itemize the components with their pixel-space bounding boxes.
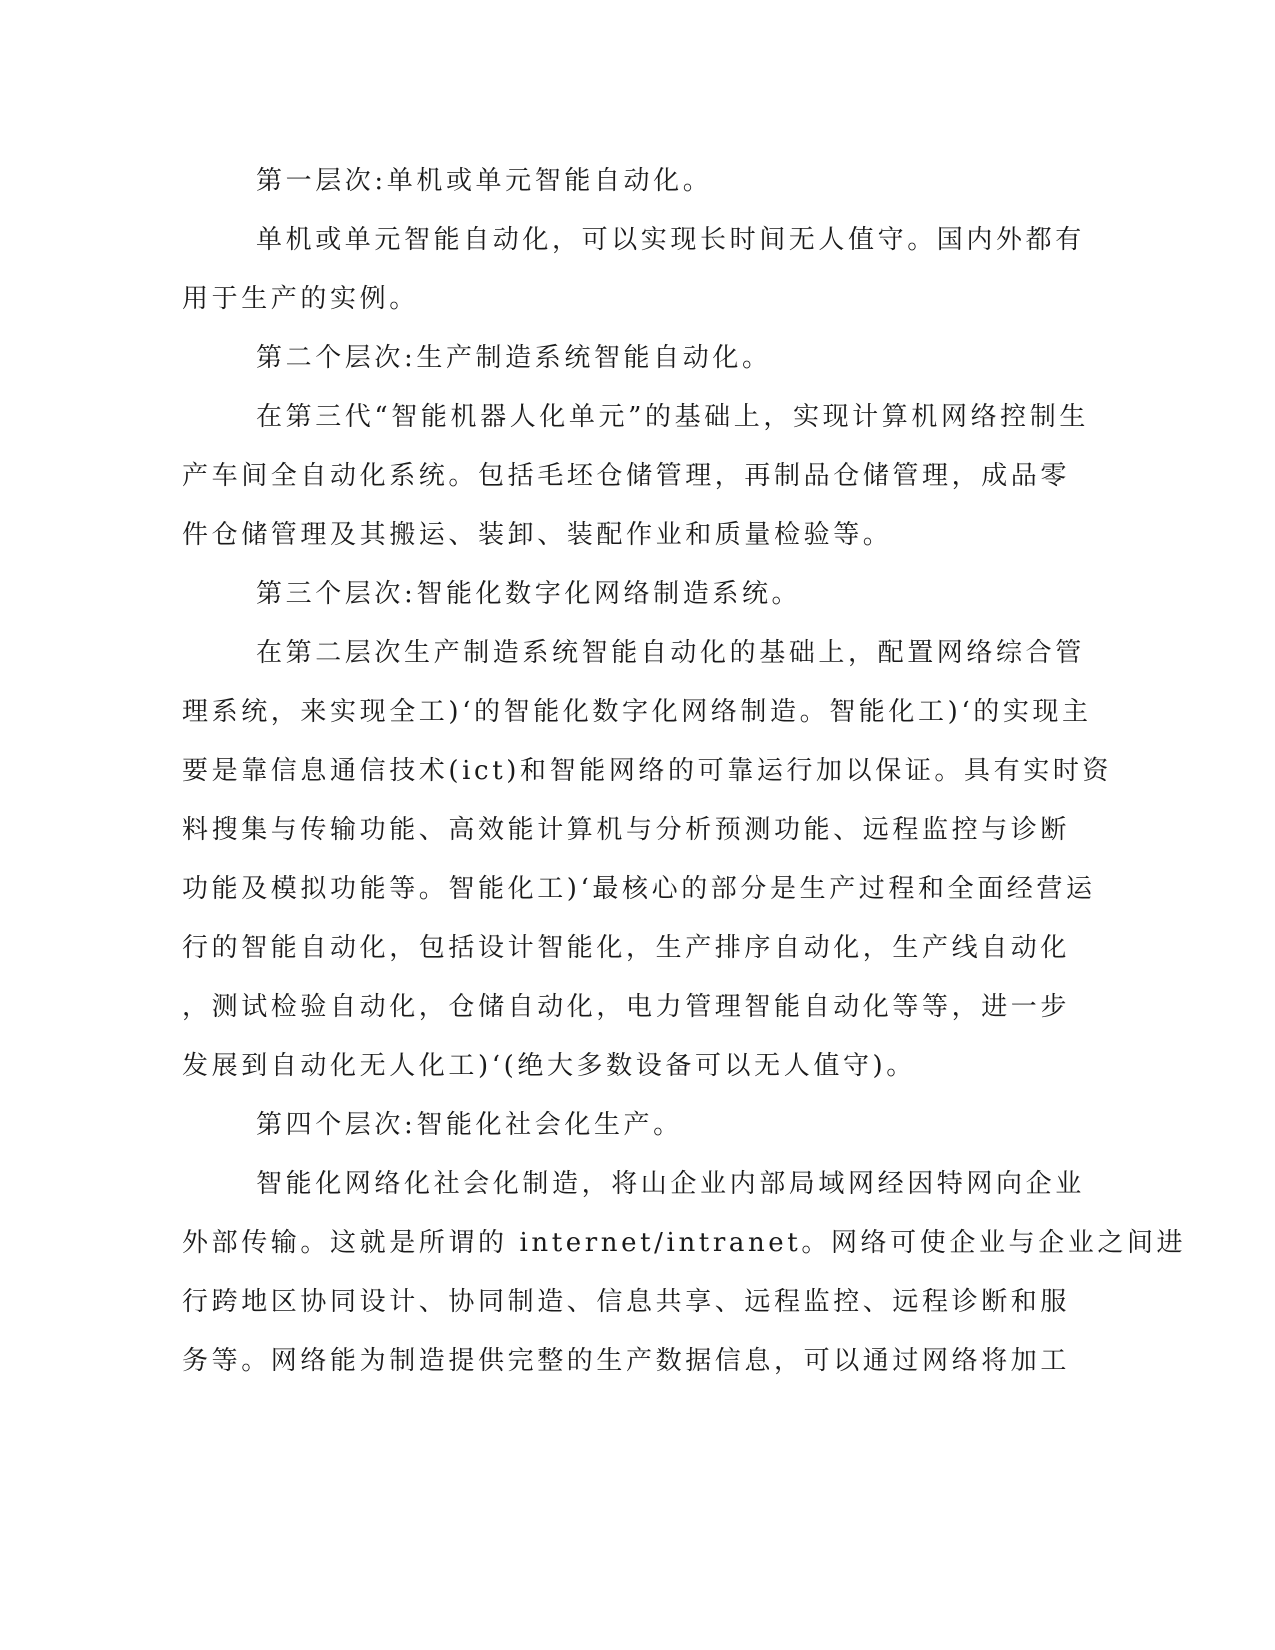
paragraph-line: 务等。网络能为制造提供完整的生产数据信息，可以通过网络将加工 [182,1346,1071,1376]
paragraph-line: 行的智能自动化，包括设计智能化，生产排序自动化，生产线自动化 [182,933,1071,963]
paragraph-line: 件仓储管理及其搬运、装卸、装配作业和质量检验等。 [182,520,893,550]
heading-level-4: 第四个层次:智能化社会化生产。 [256,1110,683,1140]
paragraph-line: 要是靠信息通信技术(ict)和智能网络的可靠运行加以保证。具有实时资 [182,756,1113,786]
paragraph-line: 产车间全自动化系统。包括毛坯仓储管理，再制品仓储管理，成品零 [182,461,1071,491]
paragraph-line: 用于生产的实例。 [182,284,419,314]
paragraph-line: 在第二层次生产制造系统智能自动化的基础上，配置网络综合管 [256,638,1085,668]
paragraph-line: 智能化网络化社会化制造，将山企业内部局域网经因特网向企业 [256,1169,1085,1199]
heading-level-1: 第一层次:单机或单元智能自动化。 [256,166,713,196]
paragraph-line: 外部传输。这就是所谓的 internet/intranet。网络可使企业与企业之间进 [182,1228,1187,1258]
paragraph-line: 理系统，来实现全工)‘的智能化数字化网络制造。智能化工)‘的实现主 [182,697,1092,727]
paragraph-line: 单机或单元智能自动化，可以实现长时间无人值守。国内外都有 [256,225,1085,255]
paragraph-line: 在第三代“智能机器人化单元”的基础上，实现计算机网络控制生 [256,402,1089,432]
paragraph-line: 发展到自动化无人化工)‘(绝大多数设备可以无人值守)。 [182,1051,916,1081]
paragraph-line: ，测试检验自动化，仓储自动化，电力管理智能自动化等等，进一步 [182,992,1071,1022]
document-body [182,152,1187,1391]
paragraph-line: 料搜集与传输功能、高效能计算机与分析预测功能、远程监控与诊断 [182,815,1071,845]
heading-level-2: 第二个层次:生产制造系统智能自动化。 [256,343,772,373]
heading-level-3: 第三个层次:智能化数字化网络制造系统。 [256,579,802,609]
paragraph-line: 行跨地区协同设计、协同制造、信息共享、远程监控、远程诊断和服 [182,1287,1071,1317]
paragraph-line: 功能及模拟功能等。智能化工)‘最核心的部分是生产过程和全面经营运 [182,874,1096,904]
